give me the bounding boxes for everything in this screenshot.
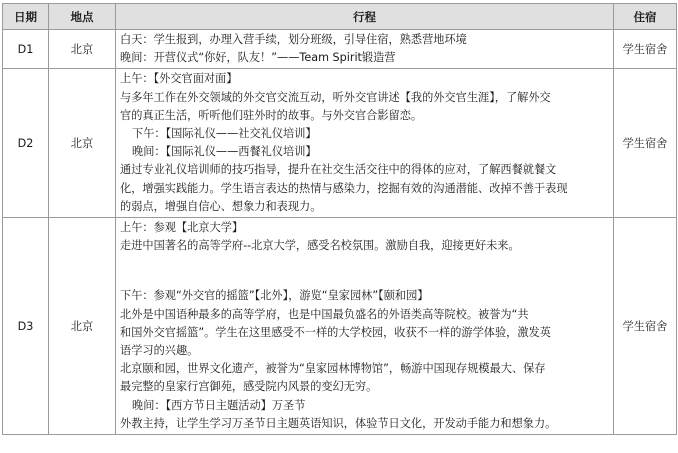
itinerary-line: 的弱点，增强自信心、想象力和表现力。 — [120, 199, 322, 213]
blank-space — [120, 255, 610, 287]
itinerary-line: 和国外交官摇篮”。学生在这里感受不一样的大学校园，收获不一样的游学体验，激发英 — [120, 325, 551, 339]
day-cell: D2 — [3, 69, 49, 218]
place-cell: 北京 — [49, 30, 116, 69]
place-cell: 北京 — [49, 218, 116, 435]
itinerary-line: 下午：【国际礼仪——社交礼仪培训】 — [132, 127, 317, 141]
itinerary-line: 北外是中国语种最多的高等学府，也是中国最负盛名的外语类高等院校。被誉为“共 — [120, 307, 529, 321]
table-row — [3, 218, 677, 435]
itinerary-line: 下午：参观“外交官的摇篮”【北外】，游览“皇家园林”【颐和园】 — [120, 289, 429, 303]
table-row — [3, 69, 677, 218]
itinerary-line: 北京颐和园，世界文化遗产，被誉为“皇家园林博物馆”，畅游中国现存规模最大、保存 — [120, 362, 546, 376]
itinerary-line: 官的真正生活，听听他们驻外时的故事。与外交官合影留恋。 — [120, 108, 423, 122]
itinerary-line: 晚间：【国际礼仪——西餐礼仪培训】 — [132, 145, 317, 159]
place-cell: 北京 — [49, 69, 116, 218]
day-cell: D1 — [3, 30, 49, 69]
itinerary-cell — [116, 30, 614, 69]
lodging-cell: 学生宿舍 — [614, 218, 677, 435]
itinerary-line: 晚间：开营仪式“你好，队友！”——Team Spirit锻造营 — [120, 51, 396, 65]
day-cell: D3 — [3, 218, 49, 435]
header-lodging: 住宿 — [614, 4, 677, 30]
header-itinerary: 行程 — [116, 4, 614, 30]
itinerary-line: 化，增强实践能力。学生语言表达的热情与感染力，挖掘有效的沟通潜能、改掉不善于表现 — [120, 181, 568, 195]
itinerary-line: 晚间：【西方节日主题活动】万圣节 — [132, 398, 306, 412]
header-place: 地点 — [49, 4, 116, 30]
itinerary-line: 上午：【外交官面对面】 — [120, 72, 238, 86]
itinerary-line: 走进中国著名的高等学府--北京大学，感受名校氛围。激励自我，迎接更好未来。 — [120, 239, 520, 253]
itinerary-line: 语学习的兴趣。 — [120, 344, 199, 358]
itinerary-cell — [116, 69, 614, 218]
itinerary-line: 通过专业礼仪培训师的技巧指导，提升在社交生活交往中的得体的应对，了解西餐就餐文 — [120, 163, 557, 177]
table-row — [3, 30, 677, 69]
itinerary-table — [2, 3, 677, 435]
header-row — [3, 4, 677, 30]
itinerary-line: 外教主持，让学生学习万圣节日主题英语知识，体验节日文化，开发动手能力和想象力。 — [120, 416, 557, 430]
lodging-cell: 学生宿舍 — [614, 30, 677, 69]
itinerary-line: 上午：参观【北京大学】 — [120, 221, 244, 235]
itinerary-cell — [116, 218, 614, 435]
itinerary-line: 白天：学生报到，办理入营手续，划分班级，引导住宿，熟悉营地环境 — [120, 33, 467, 46]
itinerary-line: 与多年工作在外交领域的外交官交流互动，听外交官讲述【我的外交官生涯】，了解外交 — [120, 90, 551, 104]
header-date: 日期 — [3, 4, 49, 30]
itinerary-line: 最完整的皇家行宫御苑，感受院内风景的变幻无穷。 — [120, 380, 378, 394]
lodging-cell: 学生宿舍 — [614, 69, 677, 218]
